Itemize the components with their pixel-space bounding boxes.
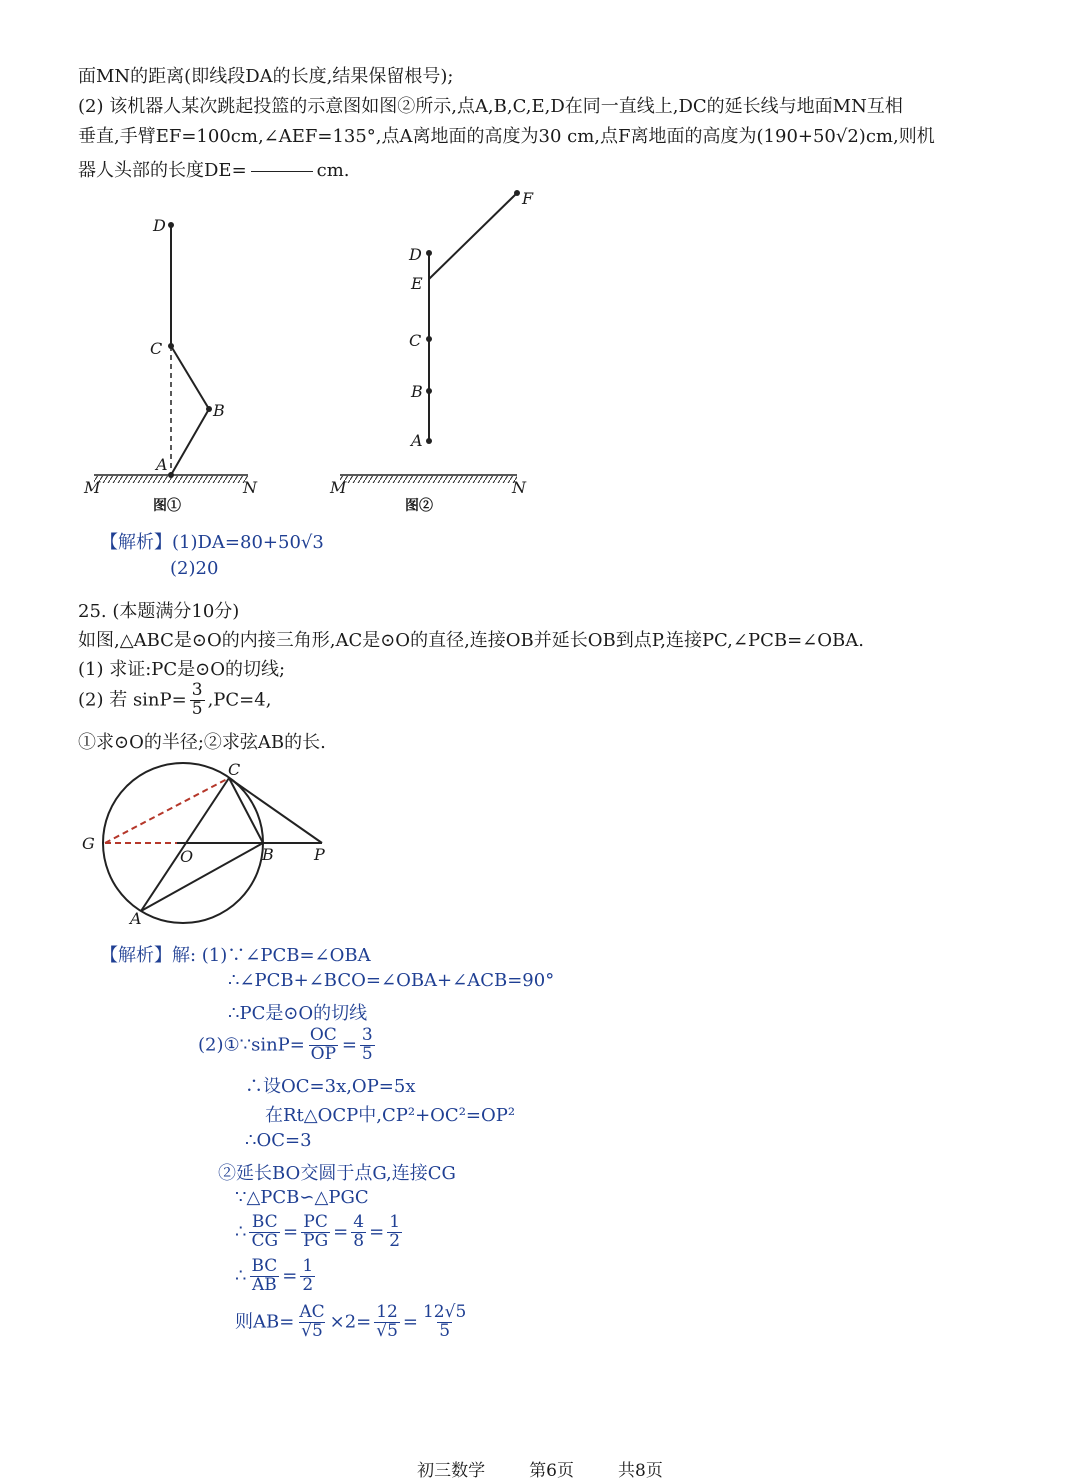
q25-step-11: ∴ $\frac{BC}{AB}$ = $\frac{1}{2}$ — [235, 1256, 314, 1295]
frac-oc-op — [308, 1027, 339, 1064]
frac-den: OP — [310, 1043, 337, 1064]
fig2-label-e: E — [411, 274, 423, 293]
q25-step-4 — [198, 1027, 378, 1064]
circle-label-g: G — [82, 834, 95, 853]
q25-step-7: ∴OC=3 — [245, 1130, 312, 1151]
q24-line-1: 面MN的距离(即线段DA的长度,结果保留根号); — [78, 66, 454, 87]
q25-step-5: ∴设OC=3x,OP=5x — [245, 1076, 416, 1097]
frac-ac-root5 — [297, 1304, 326, 1341]
q25-step-12: 则AB= $\frac{AC}{√5}$ ×2= $\frac{12}{√5}$ = $\frac{12√5}{5}$ — [235, 1302, 467, 1341]
q25-header: 25. (本题满分10分) — [78, 601, 240, 622]
frac-bc-cg — [249, 1214, 280, 1251]
frac-den: √5 — [301, 1320, 323, 1341]
frac-num: 3 — [361, 1025, 373, 1045]
fig1-label-a: A — [156, 455, 168, 474]
q25-part-3: ①求⊙O的半径;②求弦AB的长. — [78, 732, 326, 753]
q25-step-2: ∴∠PCB+∠BCO=∠OBA+∠ACB=90° — [228, 970, 555, 991]
frac-num: BC — [251, 1212, 278, 1232]
frac-den: 5 — [439, 1320, 451, 1341]
frac-num: 1 — [302, 1256, 314, 1276]
q25-step-6: 在Rt△OCP中,CP²+OC²=OP² — [265, 1105, 516, 1126]
q25-solution-tag: 【解析】 — [100, 945, 172, 966]
q24-solution-tag: 【解析】 — [100, 532, 172, 553]
q25-part-1: (1) 求证:PC是⊙O的切线; — [78, 659, 286, 680]
frac-pc-pg — [301, 1214, 330, 1251]
fig1-caption: 图① — [153, 498, 181, 514]
times-two: ×2= — [329, 1311, 372, 1333]
therefore-sign: ∴ — [235, 1221, 247, 1243]
circle-label-o: O — [180, 847, 194, 866]
frac-den: 2 — [389, 1230, 401, 1251]
fig1-label-m: M — [84, 478, 101, 497]
fig1-label-d: D — [153, 216, 166, 235]
fig2-label-n: N — [512, 478, 526, 497]
page-footer — [0, 1456, 1080, 1481]
frac-1-2 — [300, 1258, 315, 1295]
frac-den: 5 — [361, 1043, 373, 1064]
footer-total: 共8页 — [618, 1461, 663, 1481]
fig1-label-c: C — [150, 339, 163, 358]
q25-stem: 如图,△ABC是⊙O的内接三角形,AC是⊙O的直径,连接OB并延长OB到点P,连接PC,∠PCB=∠OBA. — [78, 630, 864, 651]
q24-line-4-unit: cm. — [316, 160, 350, 181]
frac-den: PG — [303, 1230, 329, 1251]
circle-label-b: B — [262, 845, 274, 864]
frac-num: OC — [309, 1025, 337, 1045]
q25-step-10: ∴ $\frac{BC}{CG}$ = $\frac{PC}{PG}$ = $\frac{4}{8}$ = $\frac{1}{2}$ — [235, 1212, 401, 1251]
footer-subject: 初三数学 — [417, 1461, 486, 1481]
q24-line-3: 垂直,手臂EF=100cm,∠AEF=135°,点A离地面的高度为30 cm,点F离地面的高度为(190+50√2)cm,则机 — [78, 126, 935, 147]
circle-label-p: P — [314, 845, 325, 864]
frac-bc-ab — [249, 1258, 279, 1295]
fig2-label-a: A — [411, 431, 423, 450]
frac-den: 5 — [191, 698, 203, 719]
frac-4-8 — [351, 1214, 366, 1251]
fig2-label-b: B — [411, 382, 423, 401]
frac-1-2 — [387, 1214, 402, 1251]
frac-3-5 — [360, 1027, 375, 1064]
fig2-label-c: C — [409, 331, 422, 350]
q24-line-4-text: 器人头部的长度DE= — [78, 160, 247, 181]
fig1-label-n: N — [243, 478, 257, 497]
q25-part-2-text: (2) 若 sinP= — [78, 689, 187, 711]
q25-part-2-tail: ,PC=4, — [207, 689, 272, 711]
equals-sign: = — [341, 1034, 357, 1056]
frac-num: 3 — [191, 680, 203, 700]
q24-answer-2: (2)20 — [170, 558, 219, 579]
frac-12root5-5 — [421, 1304, 468, 1341]
frac-num: BC — [251, 1256, 278, 1276]
frac-num: 1 — [389, 1212, 401, 1232]
frac-num: 4 — [353, 1212, 365, 1232]
q25-solution-line-1 — [100, 941, 371, 967]
fig2-label-f: F — [522, 189, 534, 208]
q24-answer-1: (1)DA=80+50√3 — [172, 532, 324, 553]
circle-label-c: C — [228, 760, 241, 779]
fig2-caption: 图② — [405, 498, 433, 514]
q25-step-12-text: 则AB= — [235, 1311, 295, 1333]
fig2-label-m: M — [330, 478, 347, 497]
q24-line-2: (2) 该机器人某次跳起投篮的示意图如图②所示,点A,B,C,E,D在同一直线上,DC的延长线与地面MN互相 — [78, 96, 903, 117]
frac-num: PC — [303, 1212, 328, 1232]
circle-label-a: A — [130, 909, 142, 928]
fig1-label-b: B — [213, 401, 225, 420]
q25-step-9: ∵△PCB∽△PGC — [235, 1187, 369, 1208]
therefore-sign: ∴ — [235, 1265, 247, 1287]
frac-12-root5 — [374, 1304, 400, 1341]
frac-num: 12 — [376, 1302, 398, 1322]
fig2-label-d: D — [409, 245, 422, 264]
q25-step-3: ∴PC是⊙O的切线 — [228, 1003, 368, 1024]
frac-den: CG — [251, 1230, 279, 1251]
q25-step-8: ②延长BO交圆于点G,连接CG — [218, 1163, 456, 1184]
frac-den: 8 — [353, 1230, 365, 1251]
frac-den: 2 — [302, 1274, 314, 1295]
footer-page: 第6页 — [529, 1461, 574, 1481]
frac-num: 12√5 — [422, 1302, 467, 1322]
q25-step-1: 解: (1)∵∠PCB=∠OBA — [172, 945, 371, 966]
frac-num: AC — [299, 1302, 325, 1322]
q25-step-4-text: (2)①∵sinP= — [198, 1034, 305, 1056]
frac-den: √5 — [376, 1320, 398, 1341]
frac-den: AB — [251, 1274, 277, 1295]
